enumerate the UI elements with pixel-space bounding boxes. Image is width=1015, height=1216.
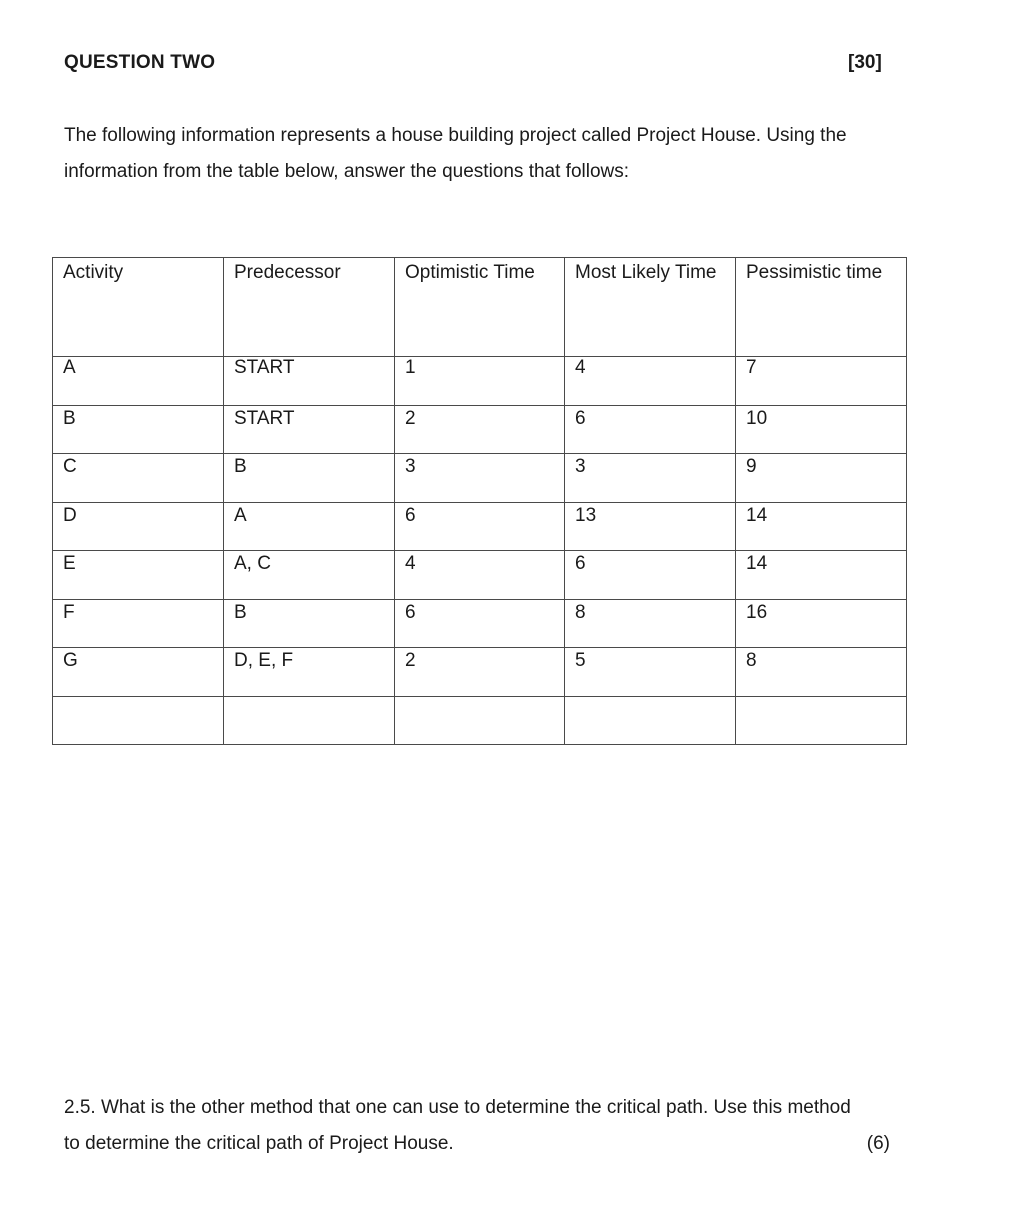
cell-pessimistic: 14	[736, 551, 907, 600]
table-row	[53, 405, 907, 454]
header-pessimistic-time: Pessimistic time	[736, 258, 907, 357]
cell-pessimistic: 8	[736, 648, 907, 697]
table-row-empty	[53, 696, 907, 745]
cell-pessimistic: 14	[736, 502, 907, 551]
cell-optimistic: 2	[395, 405, 565, 454]
cell-optimistic: 1	[395, 357, 565, 406]
cell-most-likely: 6	[565, 405, 736, 454]
cell-activity: E	[53, 551, 224, 600]
question-2-5-line-2-wrap	[64, 1126, 890, 1162]
question-2-5-line-2: to determine the critical path of Project House.	[64, 1133, 454, 1154]
cell-optimistic: 4	[395, 551, 565, 600]
cell-pessimistic: 7	[736, 357, 907, 406]
question-title: QUESTION TWO	[64, 52, 216, 73]
cell-activity: A	[53, 357, 224, 406]
question-2-5-marks: (6)	[866, 1133, 890, 1154]
cell-pessimistic: 16	[736, 599, 907, 648]
intro-line-2: information from the table below, answer the questions that follows:	[64, 161, 630, 182]
cell-optimistic: 6	[395, 599, 565, 648]
cell-activity: F	[53, 599, 224, 648]
cell-predecessor: START	[224, 405, 395, 454]
header-predecessor: Predecessor	[224, 258, 395, 357]
cell-most-likely: 6	[565, 551, 736, 600]
cell-predecessor: A	[224, 502, 395, 551]
intro-line-1: The following information represents a house building project called Project House. Using the	[64, 125, 847, 146]
cell-most-likely: 5	[565, 648, 736, 697]
cell-activity: C	[53, 454, 224, 503]
cell-pessimistic: 10	[736, 405, 907, 454]
header-most-likely-time: Most Likely Time	[565, 258, 736, 357]
cell-predecessor: B	[224, 599, 395, 648]
question-2-5-line-1: 2.5. What is the other method that one can use to determine the critical path. Use this method	[64, 1097, 851, 1118]
question-2-5	[64, 1090, 890, 1162]
activity-table	[52, 257, 907, 745]
table-row	[53, 599, 907, 648]
table-row	[53, 454, 907, 503]
cell-most-likely: 13	[565, 502, 736, 551]
table-row	[53, 648, 907, 697]
cell-predecessor: A, C	[224, 551, 395, 600]
intro-paragraph	[64, 118, 924, 190]
cell-most-likely: 3	[565, 454, 736, 503]
cell-optimistic: 6	[395, 502, 565, 551]
cell-activity: B	[53, 405, 224, 454]
cell-predecessor: START	[224, 357, 395, 406]
cell-predecessor: D, E, F	[224, 648, 395, 697]
cell-activity: G	[53, 648, 224, 697]
cell-activity	[53, 696, 224, 745]
table-header-row	[53, 258, 907, 357]
cell-most-likely: 4	[565, 357, 736, 406]
cell-optimistic: 3	[395, 454, 565, 503]
cell-pessimistic: 9	[736, 454, 907, 503]
cell-predecessor: B	[224, 454, 395, 503]
cell-most-likely: 8	[565, 599, 736, 648]
header-activity: Activity	[53, 258, 224, 357]
table-row	[53, 551, 907, 600]
header-optimistic-time: Optimistic Time	[395, 258, 565, 357]
question-marks: [30]	[848, 52, 882, 73]
cell-pessimistic	[736, 696, 907, 745]
cell-predecessor	[224, 696, 395, 745]
cell-activity: D	[53, 502, 224, 551]
cell-most-likely	[565, 696, 736, 745]
table-row	[53, 357, 907, 406]
table-row	[53, 502, 907, 551]
cell-optimistic: 2	[395, 648, 565, 697]
cell-optimistic	[395, 696, 565, 745]
